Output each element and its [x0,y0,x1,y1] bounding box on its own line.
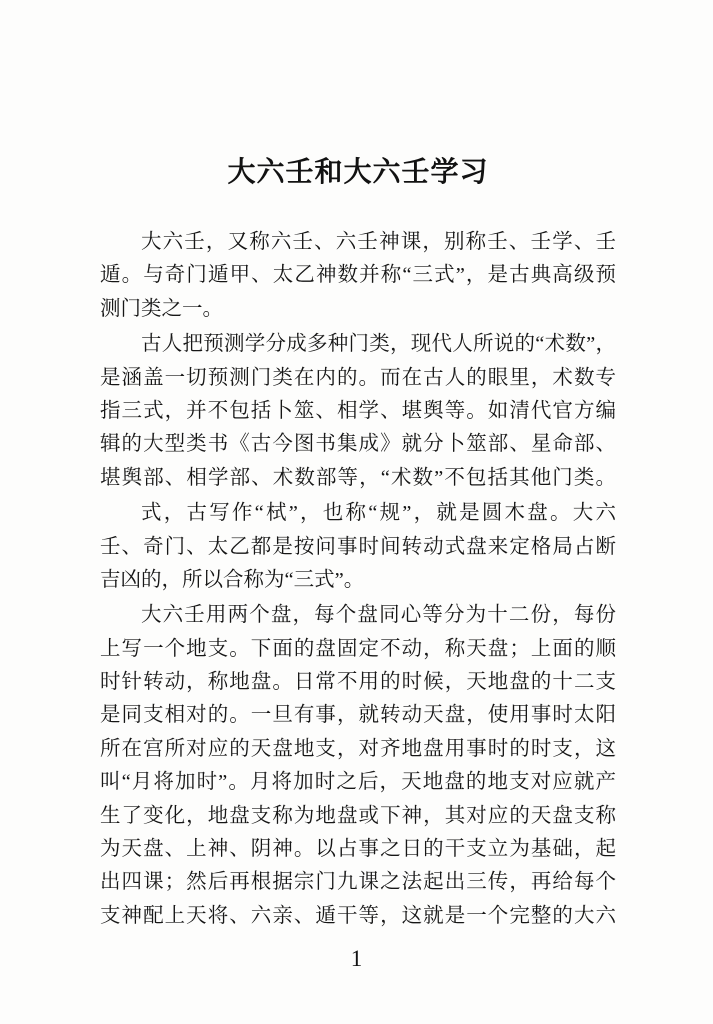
text-line: 是涵盖一切预测门类在内的。而在古人的眼里，术数专 [100,366,616,389]
page-number: 1 [350,946,363,971]
text-line: 遁。与奇门遁甲、太乙神数并称“三式”，是古典高级预 [100,264,616,287]
text-line: 堪舆部、相学部、术数部等，“术数”不包括其他门类。 [100,466,616,489]
text-line: 时针转动，称地盘。日常不用的时候，天地盘的十二支 [100,671,616,694]
text-line: 大六壬，又称六壬、六壬神课，别称壬、壬学、壬 [141,231,616,253]
text-line: 测门类之一。 [100,297,223,320]
text-line: 所在宫所对应的天盘地支，对齐地盘用事时的时支，这 [100,737,616,760]
page-body [100,226,616,933]
paragraph-3 [100,497,616,597]
text-line: 辑的大型类书《古今图书集成》就分卜筮部、星命部、 [100,433,616,456]
text-line: 指三式，并不包括卜筮、相学、堪舆等。如清代官方编 [100,399,616,422]
text-line: 支神配上天将、六亲、遁干等，这就是一个完整的大六 [100,904,616,927]
text-line: 是同支相对的。一旦有事，就转动天盘，使用事时太阳 [100,704,616,727]
text-line: 大六壬用两个盘，每个盘同心等分为十二份，每份 [141,604,616,627]
text-line: 出四课；然后再根据宗门九课之法起出三传，再给每个 [100,871,616,894]
text-line: 叫“月将加时”。月将加时之后，天地盘的地支对应就产 [100,771,616,794]
text-line: 上写一个地支。下面的盘固定不动，称天盘；上面的顺 [100,637,616,660]
text-line: 式，古写作“栻”，也称“规”，就是圆木盘。大六 [141,502,616,525]
paragraph-4 [100,599,616,933]
paragraph-1 [100,226,616,326]
text-line: 壬、奇门、太乙都是按问事时间转动式盘来定格局占断 [100,535,616,558]
text-line: 生了变化，地盘支称为地盘或下神，其对应的天盘支称 [100,804,616,827]
text-line: 吉凶的，所以合称为“三式”。 [100,568,365,591]
paragraph-2 [100,328,616,495]
page-title: 大六壬和大六壬学习 [227,156,489,187]
text-line: 古人把预测学分成多种门类，现代人所说的“术数”， [141,333,616,356]
text-line: 为天盘、上神、阴神。以占事之日的干支立为基础，起 [100,838,616,861]
